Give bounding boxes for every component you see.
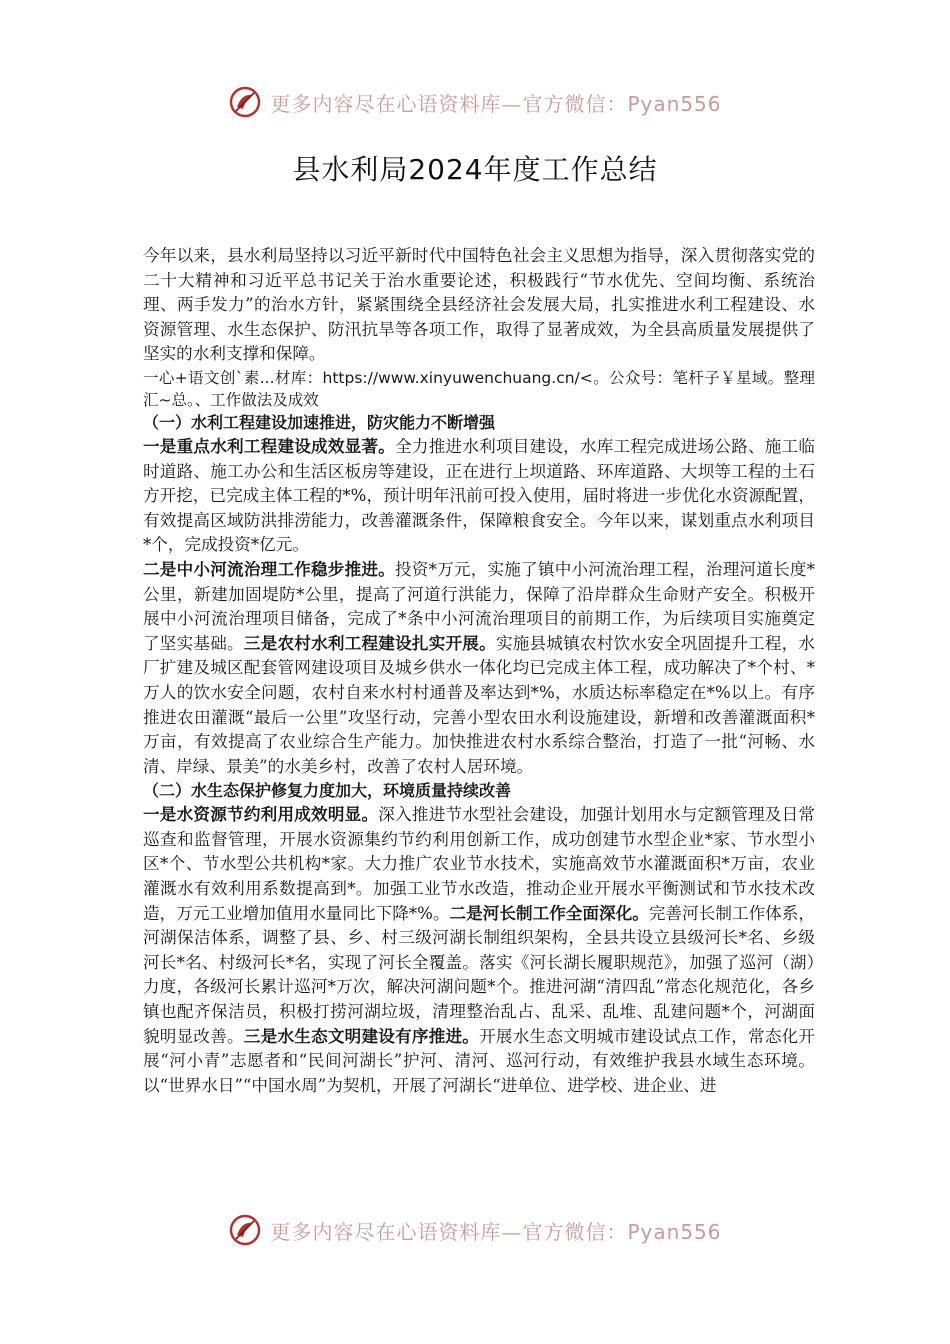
document-body — [143, 244, 815, 1098]
section-1-paragraph-2: 二是中小河流治理工作稳步推进。投资*万元，实施了镇中小河流治理工程，治理河道长度*公里，新建加固堤防*公里，提高了河道行洪能力，保障了沿岸群众生命财产安全。积极开展中小河流治理项目储备，完成了*条中小河流治理项目的前期工作，为后续项目实施奠定了坚实基础。三是农村水利工程建设扎实开展。实施县城镇农村饮水安全巩固提升工程，水厂扩建及城区配套管网建设项目及城乡供水一体化均已完成主体工程，成功解决了*个村、*万人的饮水安全问题，农村自来水村村通普及率达到*%，水质达标率稳定在*%以上。有序推进农田灌溉“最后一公里”攻坚行动，完善小型农田水利设施建设，新增和改善灌溉面积*万亩，有效提高了农业综合生产能力。加快推进农村水系综合整治，打造了一批“河畅、水清、岸绿、景美”的水美乡村，改善了农村人居环境。 — [143, 559, 816, 776]
header-banner — [0, 82, 950, 122]
page-title: 县水利局2024年度工作总结 — [292, 153, 658, 186]
wechat-id: Pyan556 — [627, 91, 722, 116]
footer-banner — [0, 1210, 950, 1250]
banner-text: 更多内容尽在心语资料库—官方微信：Pyan556 — [270, 1219, 722, 1244]
intro-paragraph: 今年以来，县水利局坚持以习近平新时代中国特色社会主义思想为指导，深入贯彻落实党的二十大精神和习近平总书记关于治水重要论述，积极践行“节水优先、空间均衡、系统治理、两手发力”的治水方针，紧紧围绕全县经济社会发展大局，扎实推进水利工程建设、水资源管理、水生态保护、防汛抗旱等各项工作，取得了显著成效，为全县高质量发展提供了坚实的水利支撑和保障。 — [143, 246, 815, 364]
banner-text: 更多内容尽在心语资料库—官方微信：Pyan556 — [270, 91, 722, 116]
logo-icon — [228, 85, 262, 119]
section-2-paragraph-1: 一是水资源节约利用成效明显。深入推进节水型社会建设，加强计划用水与定额管理及日常巡查和监督管理，开展水资源集约节约利用创新工作，成功创建节水型企业*家、节水型小区*个、节水型公共机构*家。大力推广农业节水技术，实施高效节水灌溉面积*万亩，农业灌溉水有效利用系数提高到*。加强工业节水改造，推动企业开展水平衡测试和节水技术改造，万元工业增加值用水量同比下降*%。二是河长制工作全面深化。完善河长制工作体系，河湖保洁体系，调整了县、乡、村三级河湖长制组织架构，全县共设立县级河长*名、乡级河长*名、村级河长*名，实现了河长全覆盖。落实《河长湖长履职规范》，加强了巡河（湖）力度，各级河长累计巡河*万次，解决河湖问题*个。推进河湖“清四乱”常态化规范化，各乡镇也配齐保洁员，积极打捞河湖垃圾，清理整治乱占、乱采、乱堆、乱建问题*个，河湖面貌明显改善。三是水生态文明建设有序推进。开展水生态文明城市建设试点工作，常态化开展“河小青”志愿者和“民间河湖长”护河、清河、巡河行动，有效维护我县水域生态环境。以“世界水日”“中国水周”为契机，开展了河湖长“进单位、进学校、进企业、进 — [143, 805, 816, 1095]
wechat-id: Pyan556 — [627, 1219, 722, 1244]
section-1-paragraph-1: 一是重点水利工程建设成效显著。全力推进水利项目建设，水库工程完成进场公路、施工临时道路、施工办公和生活区板房等建设，正在进行上坝道路、环库道路、大坝等工程的土石方开挖，已完成主体工程的*%，预计明年汛前可投入使用，届时将进一步优化水资源配置，有效提高区域防洪排涝能力，改善灌溉条件，保障粮食安全。今年以来，谋划重点水利项目*个，完成投资*亿元。 — [143, 436, 816, 555]
section-2-heading: （二）水生态保护修复力度加大，环境质量持续改善 — [143, 781, 512, 801]
section-1-heading: （一）水利工程建设加速推进，防灾能力不断增强 — [143, 412, 496, 432]
logo-icon — [228, 1213, 262, 1247]
source-note: 一心+语文创`素...材库：https://www.xinyuwenchuang.cn/<。公众号：笔杆子￥星域。整理汇~总。、工作做法及成效 — [143, 368, 815, 409]
